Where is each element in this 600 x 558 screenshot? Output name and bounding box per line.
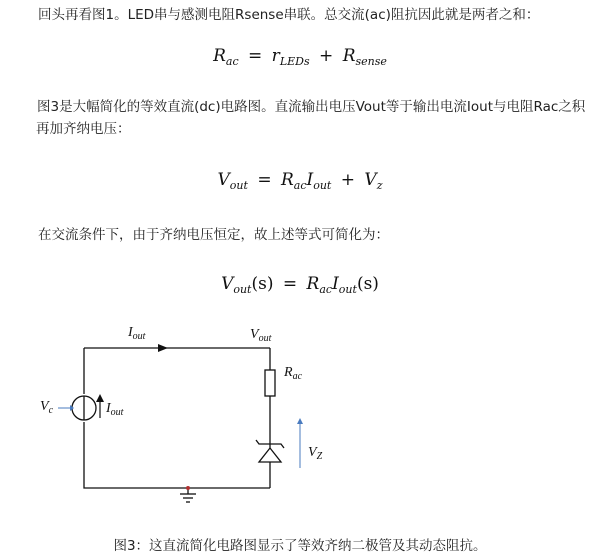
equation-vout-s	[0, 274, 600, 296]
figure-caption: 图3：这直流简化电路图显示了等效齐纳二极管及其动态阻抗。	[113, 538, 487, 554]
vout-label: $V_{out}$	[250, 327, 272, 344]
eq3-lhs: V	[221, 274, 234, 294]
rac-label: $R_{ac}$	[284, 365, 303, 382]
eq3-arg2: (s)	[356, 274, 379, 294]
eq3-term2-sub: out	[338, 283, 357, 296]
eq1-equals: =	[248, 46, 263, 66]
eq3-term1: R	[306, 274, 320, 294]
intro-paragraph: 回头再看图1。LED串与感测电阻Rsense串联。总交流(ac)阻抗因此就是两者之和：	[38, 7, 540, 23]
current-direction-arrow	[158, 344, 168, 352]
eq2-lhs: V	[217, 170, 230, 190]
zener-diode-symbol	[256, 436, 284, 462]
equation-rac	[0, 46, 600, 68]
eq1-lhs: R	[213, 46, 226, 66]
current-source-symbol	[72, 396, 96, 420]
dc-equivalent-circuit-diagram	[0, 318, 600, 530]
eq1-term2: R	[342, 46, 356, 66]
eq2-term1-sub: ac	[293, 179, 307, 192]
eq2-term1: R	[280, 170, 294, 190]
eq1-term1-sub: LEDs	[279, 55, 310, 68]
vc-label: $V_c$	[40, 399, 54, 416]
eq3-term1-sub: ac	[319, 283, 333, 296]
eq2-equals: =	[257, 170, 272, 190]
eq1-term1: r	[271, 46, 280, 66]
eq2-term2-sub: out	[313, 179, 332, 192]
eq2-term2: I	[306, 170, 314, 190]
eq1-lhs-sub: ac	[225, 55, 239, 68]
eq2-plus: +	[340, 170, 356, 190]
eq1-plus: +	[319, 46, 334, 66]
eq3-lhs-sub: out	[233, 283, 252, 296]
eq2-term3-sub: z	[376, 179, 383, 192]
iout-source-arrow-head	[96, 394, 104, 402]
ground-node	[186, 486, 190, 490]
ac-condition-paragraph: 在交流条件下，由于齐纳电压恒定，故上述等式可简化为：	[38, 227, 389, 243]
eq3-term2: I	[332, 274, 339, 294]
iout-source-label: $I_{out}$	[106, 401, 124, 418]
ground-symbol	[180, 488, 196, 502]
vz-arrow-head	[297, 418, 303, 424]
equation-vout	[0, 170, 600, 192]
dc-circuit-paragraph: 图3是大幅简化的等效直流(dc)电路图。直流输出电压Vout等于输出电流Iout与电阻Rac之积再加齐纳电压：	[36, 99, 586, 137]
vz-label: $V_Z$	[308, 445, 323, 462]
bottom-wire	[84, 422, 270, 488]
eq3-arg: (s)	[251, 274, 274, 294]
eq3-equals: =	[282, 274, 298, 294]
eq1-term2-sub: sense	[355, 55, 387, 68]
iout-top-label: $I_{out}$	[128, 325, 146, 342]
resistor-rac	[265, 370, 275, 396]
eq2-term3: V	[364, 170, 377, 190]
eq2-lhs-sub: out	[229, 179, 248, 192]
